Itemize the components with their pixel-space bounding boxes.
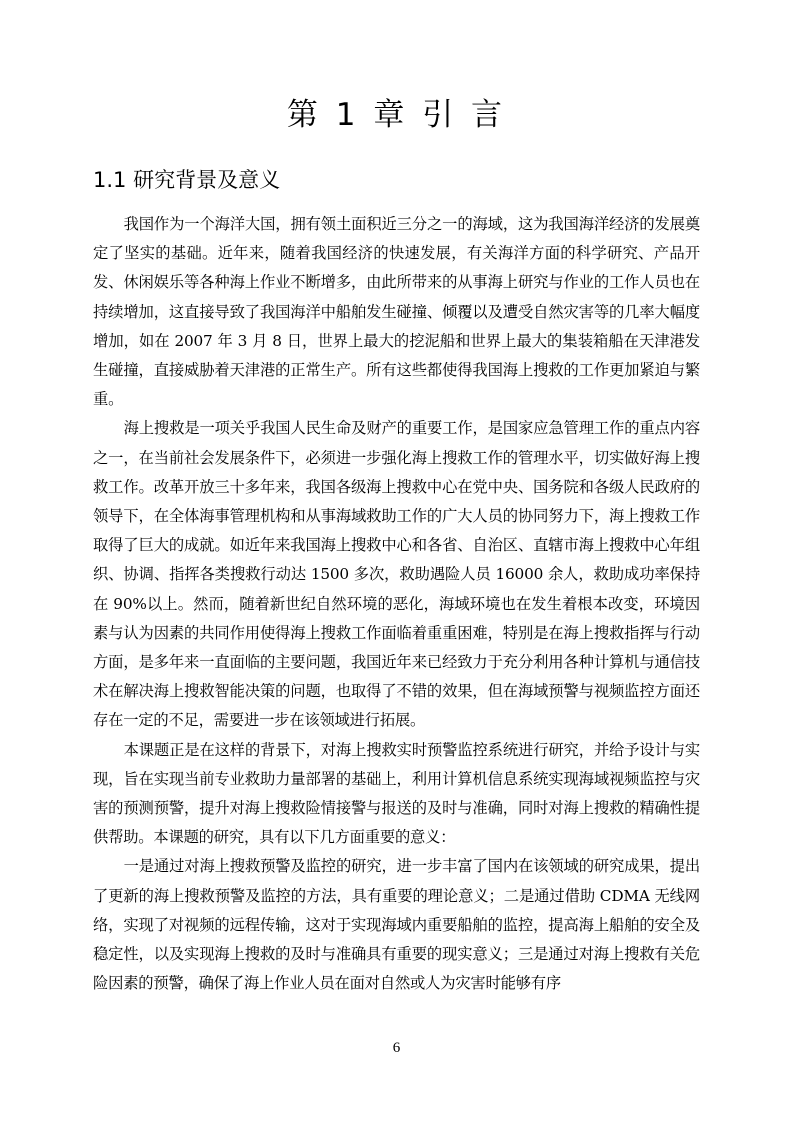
chapter-title: 第 1 章 引 言 xyxy=(286,97,507,133)
body-text xyxy=(93,210,700,998)
section-title: 1.1 研究背景及意义 xyxy=(93,168,281,192)
paragraph: 一是通过对海上搜救预警及监控的研究，进一步丰富了国内在该领域的研究成果，提出了更新的海上搜救预警及监控的方法，具有重要的理论意义；二是通过借助 CDMA 无线网络，实现了对视频的远程传输，这对于实现海域内重要船舶的监控，提高海上船舶的安全及稳定性，以及实现海上搜救的及时与准确具有重要的现实意义；三是通过对海上搜救有关危险因素的预警，确保了海上作业人员在面对自然或人为灾害时能够有序 xyxy=(93,857,700,993)
paragraph: 我国作为一个海洋大国，拥有领土面积近三分之一的海域，这为我国海洋经济的发展奠定了坚实的基础。近年来，随着我国经济的快速发展，有关海洋方面的科学研究、产品开发、休闲娱乐等各种海上作业不断增多，由此所带来的从事海上研究与作业的工作人员也在持续增加，这直接导致了我国海洋中船舶发生碰撞、倾覆以及遭受自然灾害等的几率大幅度增加，如在 2007 年 3 月 8 日，世界上最大的挖泥船和世界上最大的集装箱船在天津港发生碰撞，直接威胁着天津港的正常生产。所有这些都使得我国海上搜救的工作更加紧迫与繁重。 xyxy=(93,215,700,409)
paragraph: 海上搜救是一项关乎我国人民生命及财产的重要工作，是国家应急管理工作的重点内容之一，在当前社会发展条件下，必须进一步强化海上搜救工作的管理水平，切实做好海上搜救工作。改革开放三十多年来，我国各级海上搜救中心在党中央、国务院和各级人民政府的领导下，在全体海事管理机构和从事海域救助工作的广大人员的协同努力下，海上搜救工作取得了巨大的成就。如近年来我国海上搜救中心和各省、自治区、直辖市海上搜救中心年组织、协调、指挥各类搜救行动达 1500 多次，救助遇险人员 16000 余人，救助成功率保持在 90%以上。然而，随着新世纪自然环境的恶化，海域环境也在发生着根本改变，环境因素与认为因素的共同作用使得海上搜救工作面临着重重困难，特别是在海上搜救指挥与行动方面，是多年来一直面临的主要问题，我国近年来已经致力于充分利用各种计算机与通信技术在解决海上搜救智能决策的问题，也取得了不错的效果，但在海域预警与视频监控方面还存在一定的不足，需要进一步在该领域进行拓展。 xyxy=(93,419,700,730)
paragraph: 本课题正是在这样的背景下，对海上搜救实时预警监控系统进行研究，并给予设计与实现，旨在实现当前专业救助力量部署的基础上，利用计算机信息系统实现海域视频监控与灾害的预测预警，提升对海上搜救险情接警与报送的及时与准确，同时对海上搜救的精确性提供帮助。本课题的研究，具有以下几方面重要的意义： xyxy=(93,740,700,847)
page-number: 6 xyxy=(392,1040,401,1056)
